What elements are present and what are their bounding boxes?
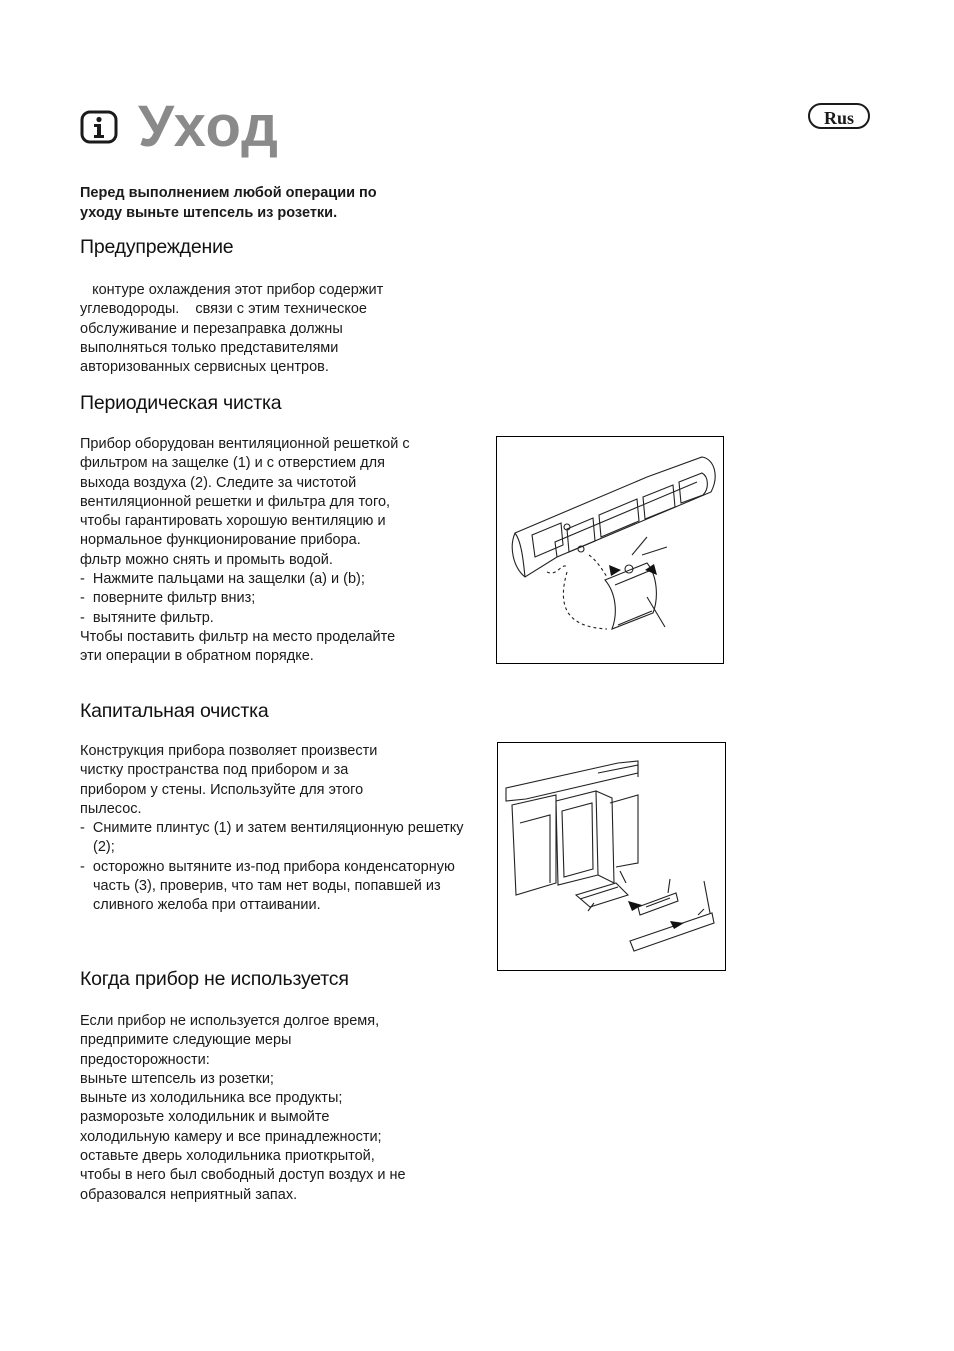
text-line: прибором у стены. Используйте для этого bbox=[80, 781, 364, 798]
text-line: Прибор оборудован вентиляционной решеткой с bbox=[80, 436, 410, 452]
text-line: разморозьте холодильник и вымойте bbox=[80, 1109, 330, 1126]
text-line: углеводороды. связи с этим техническое bbox=[80, 301, 367, 318]
step-item: - поверните фильтр вниз; bbox=[80, 590, 256, 607]
language-badge: Rus bbox=[808, 103, 870, 129]
step-item: - осторожно вытяните из-под прибора конденсаторную часть (3), проверив, что там нет воды, попавшей из сливного желоба при оттаивании. bbox=[80, 858, 459, 914]
intro-line: Перед выполнением любой операции по bbox=[80, 185, 377, 201]
warning-text bbox=[80, 281, 470, 377]
text-line: выньте штепсель из розетки; bbox=[80, 1070, 274, 1087]
plinth-removal-figure bbox=[497, 742, 726, 971]
text-line: чтобы гарантировать хорошую вентиляцию и bbox=[80, 513, 386, 530]
text-line: фильтром на защелке (1) и с отверстием для bbox=[80, 455, 385, 472]
text-line: оставьте дверь холодильника приоткрытой, bbox=[80, 1148, 375, 1165]
step-item: - Нажмите пальцами на защелки (а) и (b); bbox=[80, 571, 365, 588]
periodic-text bbox=[80, 435, 480, 667]
unused-text bbox=[80, 1012, 480, 1205]
text-line: Чтобы поставить фильтр на место проделайте bbox=[80, 628, 396, 645]
text-line: контуре охлаждения этот прибор содержит bbox=[80, 282, 384, 298]
text-line: холодильную камеру и все принадлежности; bbox=[80, 1128, 382, 1145]
text-line: фльтр можно снять и промыть водой. bbox=[80, 551, 333, 568]
text-line: образовался неприятный запах. bbox=[80, 1186, 298, 1203]
text-line: чтобы в него был свободный доступ воздух и не bbox=[80, 1167, 406, 1184]
step-item: - вытяните фильтр. bbox=[80, 609, 214, 626]
warning-heading: Предупреждение bbox=[80, 236, 234, 258]
ventilation-grille-figure bbox=[496, 436, 724, 664]
text-line: предпримите следующие меры bbox=[80, 1032, 292, 1049]
periodic-heading: Периодическая чистка bbox=[80, 392, 282, 414]
text-line: предосторожности: bbox=[80, 1051, 210, 1068]
major-cleaning-heading: Капитальная очистка bbox=[80, 700, 269, 722]
intro-warning bbox=[80, 184, 460, 223]
text-line: выхода воздуха (2). Следите за чистотой bbox=[80, 474, 357, 491]
text-line: Если прибор не используется долгое время, bbox=[80, 1013, 380, 1029]
text-line: вентиляционной решетки и фильтра для того, bbox=[80, 493, 391, 510]
page-title: Уход bbox=[138, 94, 279, 159]
info-icon bbox=[80, 110, 118, 144]
text-line: выньте из холодильника все продукты; bbox=[80, 1090, 343, 1107]
text-line: авторизованных сервисных центров. bbox=[80, 359, 329, 376]
text-line: чистку пространства под прибором и за bbox=[80, 762, 349, 779]
text-line: обслуживание и перезаправка должны bbox=[80, 320, 343, 337]
text-line: выполняться только представителями bbox=[80, 339, 339, 356]
major-cleaning-text bbox=[80, 742, 480, 916]
text-line: нормальное функционирование прибора. bbox=[80, 532, 361, 549]
text-line: Конструкция прибора позволяет произвести bbox=[80, 743, 378, 759]
text-line: эти операции в обратном порядке. bbox=[80, 648, 314, 665]
step-item: - Снимите плинтус (1) и затем вентиляционную решетку (2); bbox=[80, 820, 468, 856]
text-line: пылесос. bbox=[80, 800, 142, 817]
unused-heading: Когда прибор не используется bbox=[80, 968, 349, 990]
intro-line: уходу выньте штепсель из розетки. bbox=[80, 204, 338, 221]
